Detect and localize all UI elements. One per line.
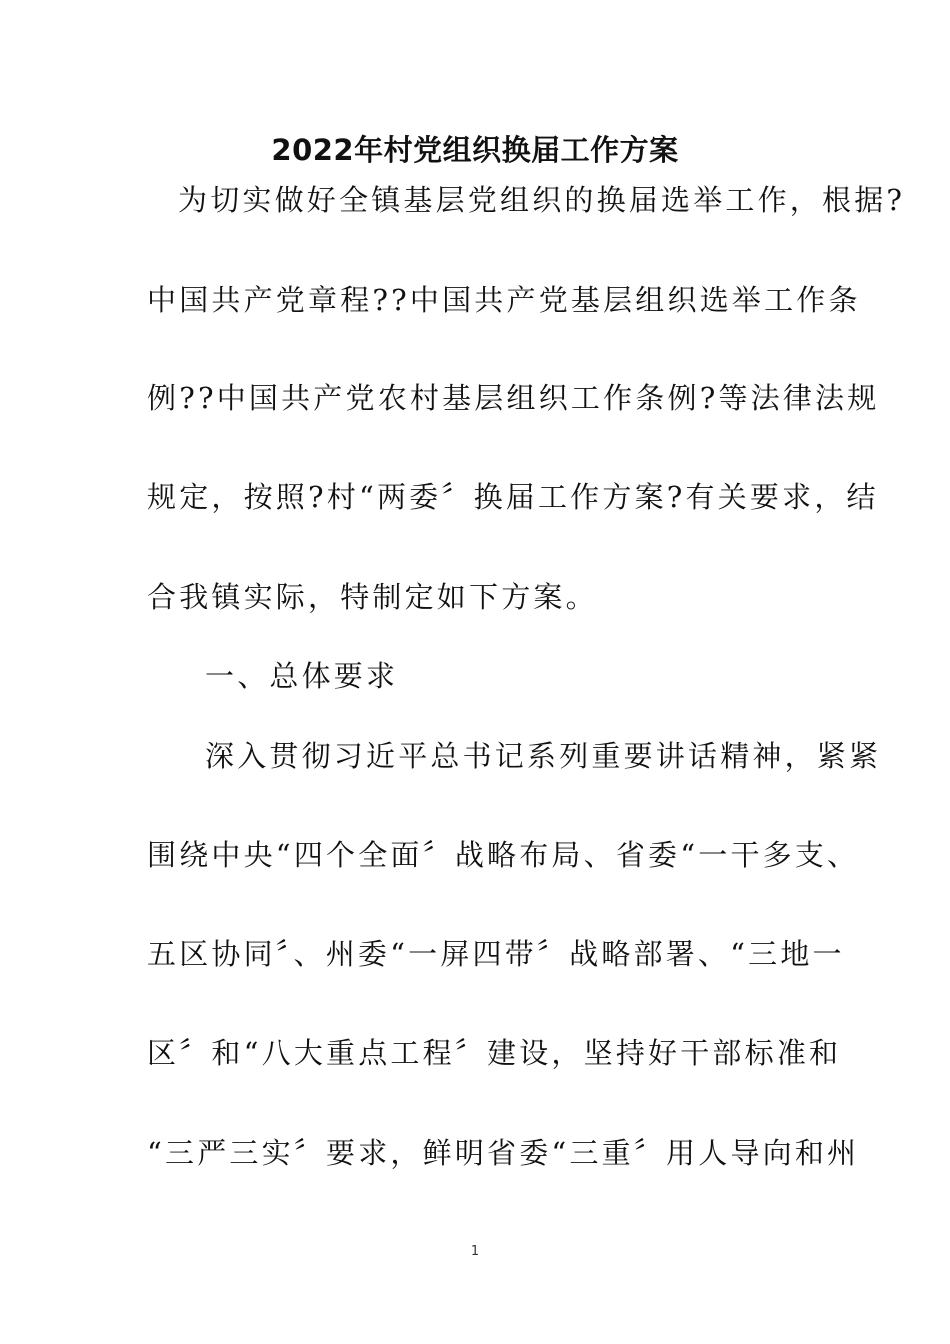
paragraph-line-2: 中国共产党章程??中国共产党基层组织选举工作条: [147, 283, 861, 317]
paragraph-line-10: “三严三实〞要求，鲜明省委“三重〞用人导向和州: [147, 1136, 860, 1170]
paragraph-line-1: 为切实做好全镇基层党组织的换届选举工作，根据?: [178, 183, 906, 217]
section-heading: 一、总体要求: [205, 659, 399, 693]
paragraph-line-9: 区〞和“八大重点工程〞建设，坚持好干部标准和: [147, 1036, 842, 1070]
paragraph-line-4: 规定，按照?村“两委〞换届工作方案?有关要求，结: [147, 480, 879, 514]
paragraph-line-7: 围绕中央“四个全面〞战略布局、省委“一干多支、: [147, 838, 860, 872]
paragraph-line-6: 深入贯彻习近平总书记系列重要讲话精神，紧紧: [205, 739, 882, 773]
page-number: 1: [470, 1244, 480, 1259]
document-title: 2022年村党组织换届工作方案: [271, 133, 679, 167]
paragraph-line-8: 五区协同〞、州委“一屏四带〞战略部署、“三地一: [147, 937, 845, 971]
paragraph-line-3: 例??中国共产党农村基层组织工作条例?等法律法规: [147, 381, 880, 415]
paragraph-line-5: 合我镇实际，特制定如下方案。: [147, 580, 598, 614]
